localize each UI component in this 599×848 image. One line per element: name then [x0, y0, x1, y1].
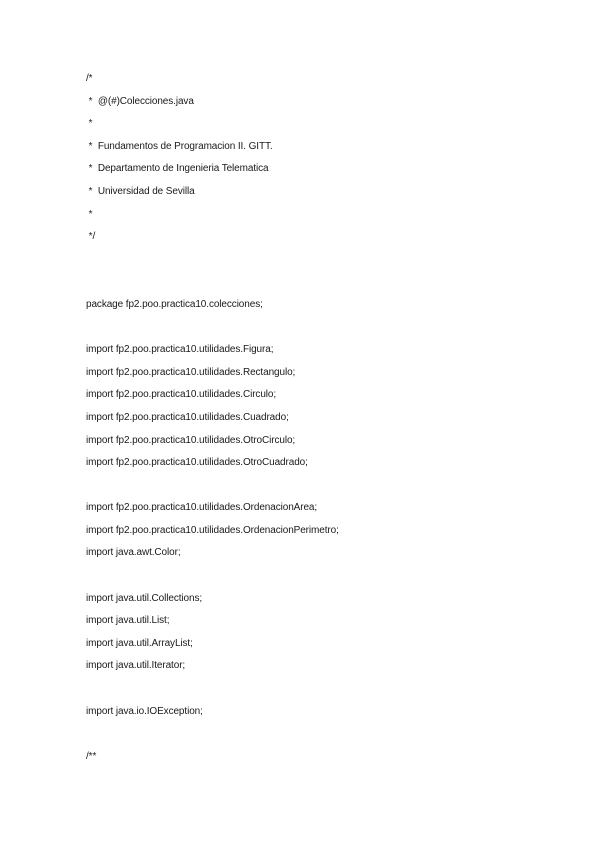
code-line: /* [86, 73, 93, 84]
import-line: import fp2.poo.practica10.utilidades.OrdenacionPerimetro; [86, 524, 339, 536]
code-line: * [86, 118, 93, 130]
import-line: import fp2.poo.practica10.utilidades.OtroCirculo; [86, 434, 296, 446]
code-line: * Fundamentos de Programacion II. GITT. [86, 140, 273, 152]
package-declaration: package fp2.poo.practica10.colecciones; [86, 298, 263, 310]
blank-line [86, 249, 566, 272]
blank-line [86, 475, 566, 498]
import-line: import java.util.ArrayList; [86, 637, 193, 649]
code-line: * Universidad de Sevilla [86, 185, 195, 197]
code-line: * [86, 208, 93, 220]
import-line: import fp2.poo.practica10.utilidades.OrdenacionArea; [86, 502, 318, 514]
import-line: import java.util.Iterator; [86, 660, 186, 672]
import-line: import java.util.Collections; [86, 592, 203, 604]
blank-line [86, 678, 566, 701]
code-listing [86, 68, 566, 768]
import-line: import java.io.IOException; [86, 705, 203, 717]
blank-line [86, 565, 566, 588]
code-line: */ [86, 231, 96, 243]
import-line: import java.awt.Color; [86, 547, 181, 559]
blank-line [86, 723, 566, 746]
import-line: import fp2.poo.practica10.utilidades.Figura; [86, 344, 274, 356]
code-line: * Departamento de Ingenieria Telematica [86, 163, 269, 175]
import-line: import fp2.poo.practica10.utilidades.Rectangulo; [86, 366, 296, 378]
code-line: * @(#)Colecciones.java [86, 95, 194, 107]
import-line: import fp2.poo.practica10.utilidades.Cuadrado; [86, 411, 289, 423]
blank-line [86, 317, 566, 340]
import-line: import java.util.List; [86, 615, 170, 627]
blank-line [86, 271, 566, 294]
import-line: import fp2.poo.practica10.utilidades.OtroCuadrado; [86, 457, 308, 469]
javadoc-start: /** [86, 750, 97, 762]
import-line: import fp2.poo.practica10.utilidades.Circulo; [86, 389, 277, 401]
